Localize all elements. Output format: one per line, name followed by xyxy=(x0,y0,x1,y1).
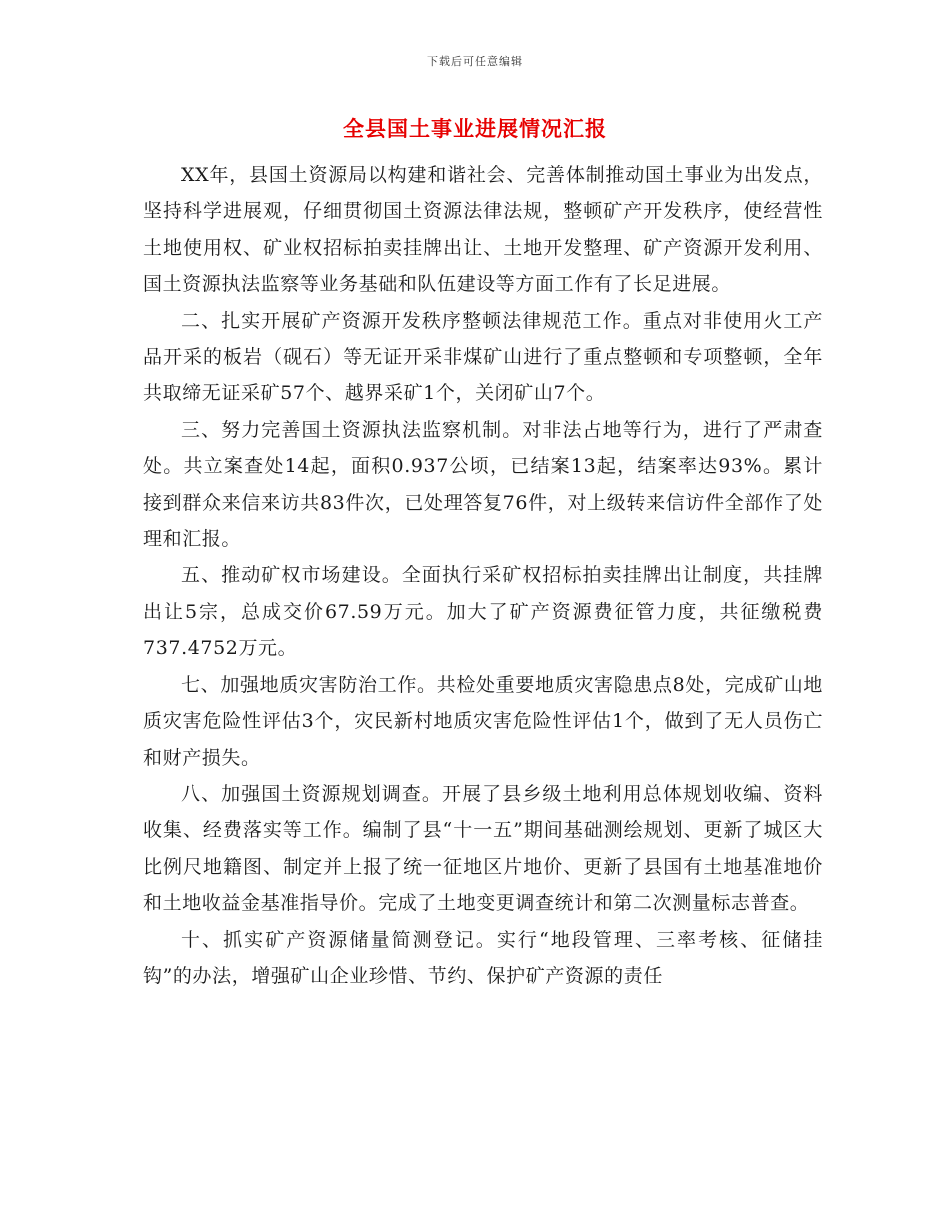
paragraph-section-7: 七、加强地质灾害防治工作。共检处重要地质灾害隐患点8处，完成矿山地质灾害危险性评估3个，灾民新村地质灾害危险性评估1个，做到了无人员伤亡和财产损失。 xyxy=(143,673,823,769)
paragraph-section-3: 三、努力完善国土资源执法监察机制。对非法占地等行为，进行了严肃查处。共立案查处14起，面积0.937公顷，已结案13起，结案率达93%。累计接到群众来信来访共83件次，已处理答复76件，对上级转来信访件全部作了处理和汇报。 xyxy=(143,418,823,551)
document-body xyxy=(143,157,823,994)
paragraph-intro: XX年，县国土资源局以构建和谐社会、完善体制推动国土事业为出发点，坚持科学进展观，仔细贯彻国土资源法律法规，整顿矿产开发秩序，使经营性土地使用权、矿业权招标拍卖挂牌出让、土地开发整理、矿产资源开发利用、国土资源执法监察等业务基础和队伍建设等方面工作有了长足进展。 xyxy=(143,164,823,296)
document-title: 全县国土事业进展情况汇报 xyxy=(343,116,607,141)
paragraph-section-8: 八、加强国土资源规划调查。开展了县乡级土地利用总体规划收编、资料收集、经费落实等工作。编制了县“十一五”期间基础测绘规划、更新了城区大比例尺地籍图、制定并上报了统一征地区片地价、更新了县国有土地基准地价和土地收益金基准指导价。完成了土地变更调查统计和第二次测量标志普查。 xyxy=(143,782,823,915)
header-note: 下载后可任意编辑 xyxy=(427,55,523,68)
paragraph-section-5: 五、推动矿权市场建设。全面执行采矿权招标拍卖挂牌出让制度，共挂牌出让5宗，总成交价67.59万元。加大了矿产资源费征管力度，共征缴税费737.4752万元。 xyxy=(143,564,823,660)
paragraph-section-10: 十、抓实矿产资源储量简测登记。实行“地段管理、三率考核、征储挂钩”的办法，增强矿山企业珍惜、节约、保护矿产资源的责任 xyxy=(143,928,823,987)
paragraph-section-2: 二、扎实开展矿产资源开发秩序整顿法律规范工作。重点对非使用火工产品开采的板岩（砚石）等无证开采非煤矿山进行了重点整顿和专项整顿，全年共取缔无证采矿57个、越界采矿1个，关闭矿山7个。 xyxy=(143,309,823,405)
